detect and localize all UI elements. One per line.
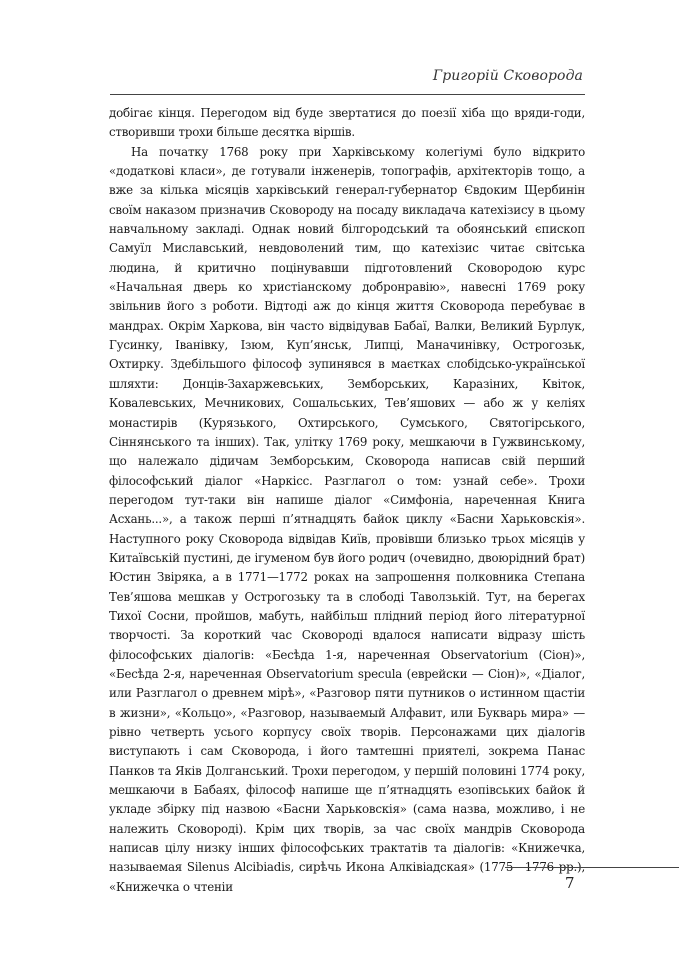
page-footer (0, 860, 679, 920)
body-text (109, 104, 585, 897)
page-number: 7 (565, 874, 575, 892)
running-title: Григорій Сковорода (432, 68, 583, 84)
footer-rule (505, 867, 679, 868)
paragraph-continued: добігає кінця. Перегодом від буде звертатися до поезії хіба що вряди-годи, створивши трохи більше десятка віршів. (109, 106, 585, 140)
header-rule (110, 94, 585, 95)
running-head (0, 0, 679, 100)
paragraph-main: На початку 1768 року при Харківському колегіумі було відкрито «додаткові класи», де готували інженерів, топографів, архітекторів тощо, а вже за кілька місяців харківський генерал-губернатор Євдоким Щербинін своїм наказом призначив Сковороду на посаду викладача катехізису в цьому навчальному закладі. Однак новий білгородський та обоянський єпископ Самуїл Миславський, невдоволений тим, що катехізис читає світська людина, й критично поцінувавши підготовлений Сковородою курс «Начальная дверь ко христіанскому добронравію», навесні 1769 року звільнив його з роботи. Відтоді аж до кінця життя Сковорода перебуває в мандрах. Окрім Харкова, він часто відвідував Бабаї, Валки, Великий Бурлук, Гусинку, Іванівку, Ізюм, Куп’янськ, Липці, Маначинівку, Острогозьк, Охтирку. Здебільшого філософ зупинявся в маєтках слобідсько-української шляхти: Донців-Захаржевських, Земборських, Каразіних, Квіток, Ковалевських, Мечникових, Сошальських, Тев’яшових — або ж у келіях монастирів (Курязького, Охтирського, Сумського, Святогірського, Сіннянського та інших). Так, улітку 1769 року, мешкаючи в Гужвинському, що належало дідичам Земборським, Сковорода написав свій перший філософський діалог «Наркісс. Разглагол о том: узнай себе». Трохи перегодом тут-таки він напише діалог «Симфоніа, нареченная Книга Асхань...», а також перші п’ятнадцять байок циклу «Басни Харьковскія». Наступного року Сковорода відвідав Київ, провівши близько трьох місяців у Китаївській пустині, де ігуменом був його родич (очевидно, двоюрідний брат) Юстин Звіряка, а в 1771—1772 роках на запрошення полковника Степана Тев’яшова мешкав у Острогозьку та в слободі Таволзькій. Тут, на берегах Тихої Сосни, пройшов, мабуть, найбільш плідний період його літературної творчості. За короткий час Сковороді вдалося написати відразу шість філософських діалогів: «Бесѣда 1-я, нареченная Observatorium (Сіон)», «Бесѣда 2-я, нареченная Observatorium specula (еврейски — Сіон)», «Діалог, или Разглагол о древнем мірѣ», «Разговор пяти путников о истинном щастіи в жизни», «Кольцо», «Разговор, называемый Алфавит, или Букварь мира» — рівно четверть усього корпусу своїх творів. Персонажами цих діалогів виступають і сам Сковорода, і його тамтешні приятелі, зокрема Панас Панков та Яків Долганський. Трохи перегодом, у першій половині 1774 року, мешкаючи в Бабаях, філософ напише ще п’ятнадцять езопівських байок й укладе збірку під назвою «Басни Харьковскія» (сама назва, можливо, і не належить Сковороді). Крім цих творів, за час своїх мандрів Сковорода написав цілу низку інших філософських трактатів та діалогів: «Книжечка, называемая Silenus Alcibiadis, сирѣчь Икона Алківіадская» (1775—1776 рр.), «Книжечка о чтеніи (109, 144, 585, 894)
